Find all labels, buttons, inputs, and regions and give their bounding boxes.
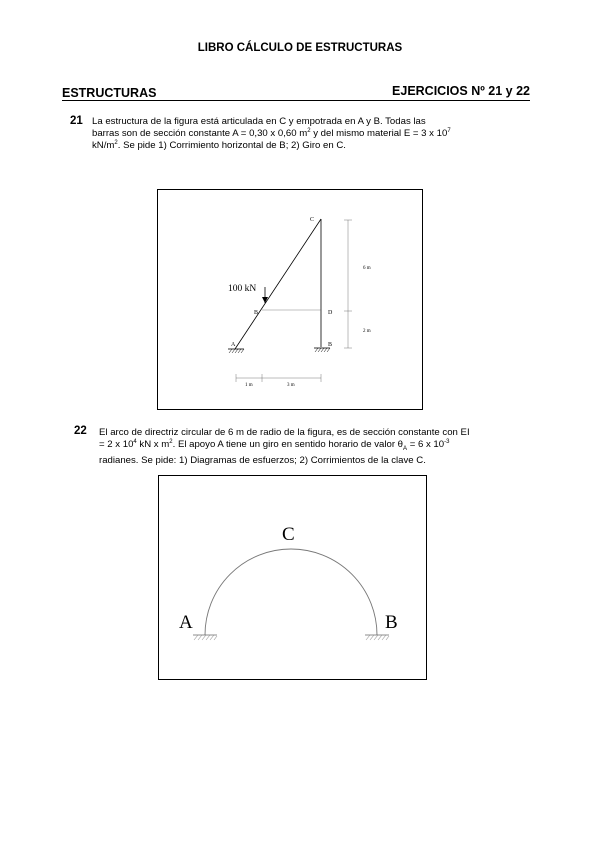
ex21-line2b: y del mismo material E = 3 x 10 bbox=[310, 128, 448, 139]
ex22-line2-sub: A bbox=[403, 445, 408, 452]
node-b-label-mid: B bbox=[254, 310, 259, 316]
support-a-hatch bbox=[229, 349, 244, 353]
figure-21-frame bbox=[157, 189, 423, 410]
exercise-21-text bbox=[92, 116, 538, 152]
exercises-title: EJERCICIOS Nº 21 y 22 bbox=[392, 84, 530, 98]
dim-2m-label: 2 m bbox=[363, 329, 371, 334]
dim-1m-label: 1 m bbox=[245, 383, 253, 388]
load-label: 100 kN bbox=[228, 284, 257, 294]
ex22-line2c: . El apoyo A tiene un giro en sentido horario de valor θ bbox=[172, 439, 404, 450]
node-a-label: A bbox=[231, 342, 236, 348]
figure-21-diagram bbox=[158, 190, 422, 409]
node-b-label: B bbox=[328, 342, 333, 348]
support-b-hatch bbox=[366, 635, 389, 640]
exercise-22-text bbox=[99, 427, 545, 467]
ex22-line2b: kN x m bbox=[136, 439, 170, 450]
node-a-label: A bbox=[179, 612, 193, 633]
exercise-21-line-2 bbox=[92, 128, 538, 140]
exercise-21-line-3 bbox=[92, 140, 538, 152]
ex21-line3b: . Se pide 1) Corrimiento horizontal de B; 2) Giro en C. bbox=[117, 140, 346, 151]
section-title: ESTRUCTURAS bbox=[62, 86, 157, 100]
book-title: LIBRO CÁLCULO DE ESTRUCTURAS bbox=[197, 42, 403, 54]
exercise-22-line-3: radianes. Se pide: 1) Diagramas de esfuerzos; 2) Corrimientos de la clave C. bbox=[99, 454, 426, 466]
exercise-21-number: 21 bbox=[70, 115, 83, 127]
ex21-line2-sup: 2 bbox=[307, 127, 311, 134]
ex21-line2-sup2: 7 bbox=[447, 127, 451, 134]
exercise-22-line-2 bbox=[99, 439, 545, 455]
ex22-line2-sup2: 2 bbox=[169, 438, 173, 445]
exercise-22-number: 22 bbox=[74, 425, 87, 437]
node-c-label: C bbox=[310, 217, 315, 223]
ex22-line2-sup3: -3 bbox=[444, 438, 450, 445]
ex21-line3-sup: 2 bbox=[114, 139, 118, 146]
support-b-hatch bbox=[315, 348, 330, 352]
dim-3m-label: 3 m bbox=[287, 383, 295, 388]
ex21-line3a: kN/m bbox=[92, 140, 115, 151]
figure-22-diagram bbox=[159, 476, 426, 679]
dim-6m-label: 6 m bbox=[363, 266, 371, 271]
arch bbox=[205, 549, 377, 635]
exercise-22-line-1: El arco de directriz circular de 6 m de radio de la figura, es de sección constante con EI bbox=[99, 427, 470, 438]
ex22-line2a: = 2 x 10 bbox=[99, 439, 134, 450]
exercise-21-line-1: La estructura de la figura está articulada en C y empotrada en A y B. Todas las bbox=[92, 116, 426, 127]
header-rule bbox=[62, 100, 530, 101]
ex21-line2a: barras son de sección constante A = 0,30 x 0,60 m bbox=[92, 128, 308, 139]
ex22-line2-sup: 4 bbox=[133, 438, 137, 445]
node-c-label: C bbox=[282, 524, 295, 545]
figure-22-frame bbox=[158, 475, 427, 680]
node-b-label: B bbox=[385, 612, 398, 633]
ex22-line2d: = 6 x 10 bbox=[407, 439, 445, 450]
support-a-hatch bbox=[194, 635, 217, 640]
node-d-label: D bbox=[328, 310, 333, 316]
